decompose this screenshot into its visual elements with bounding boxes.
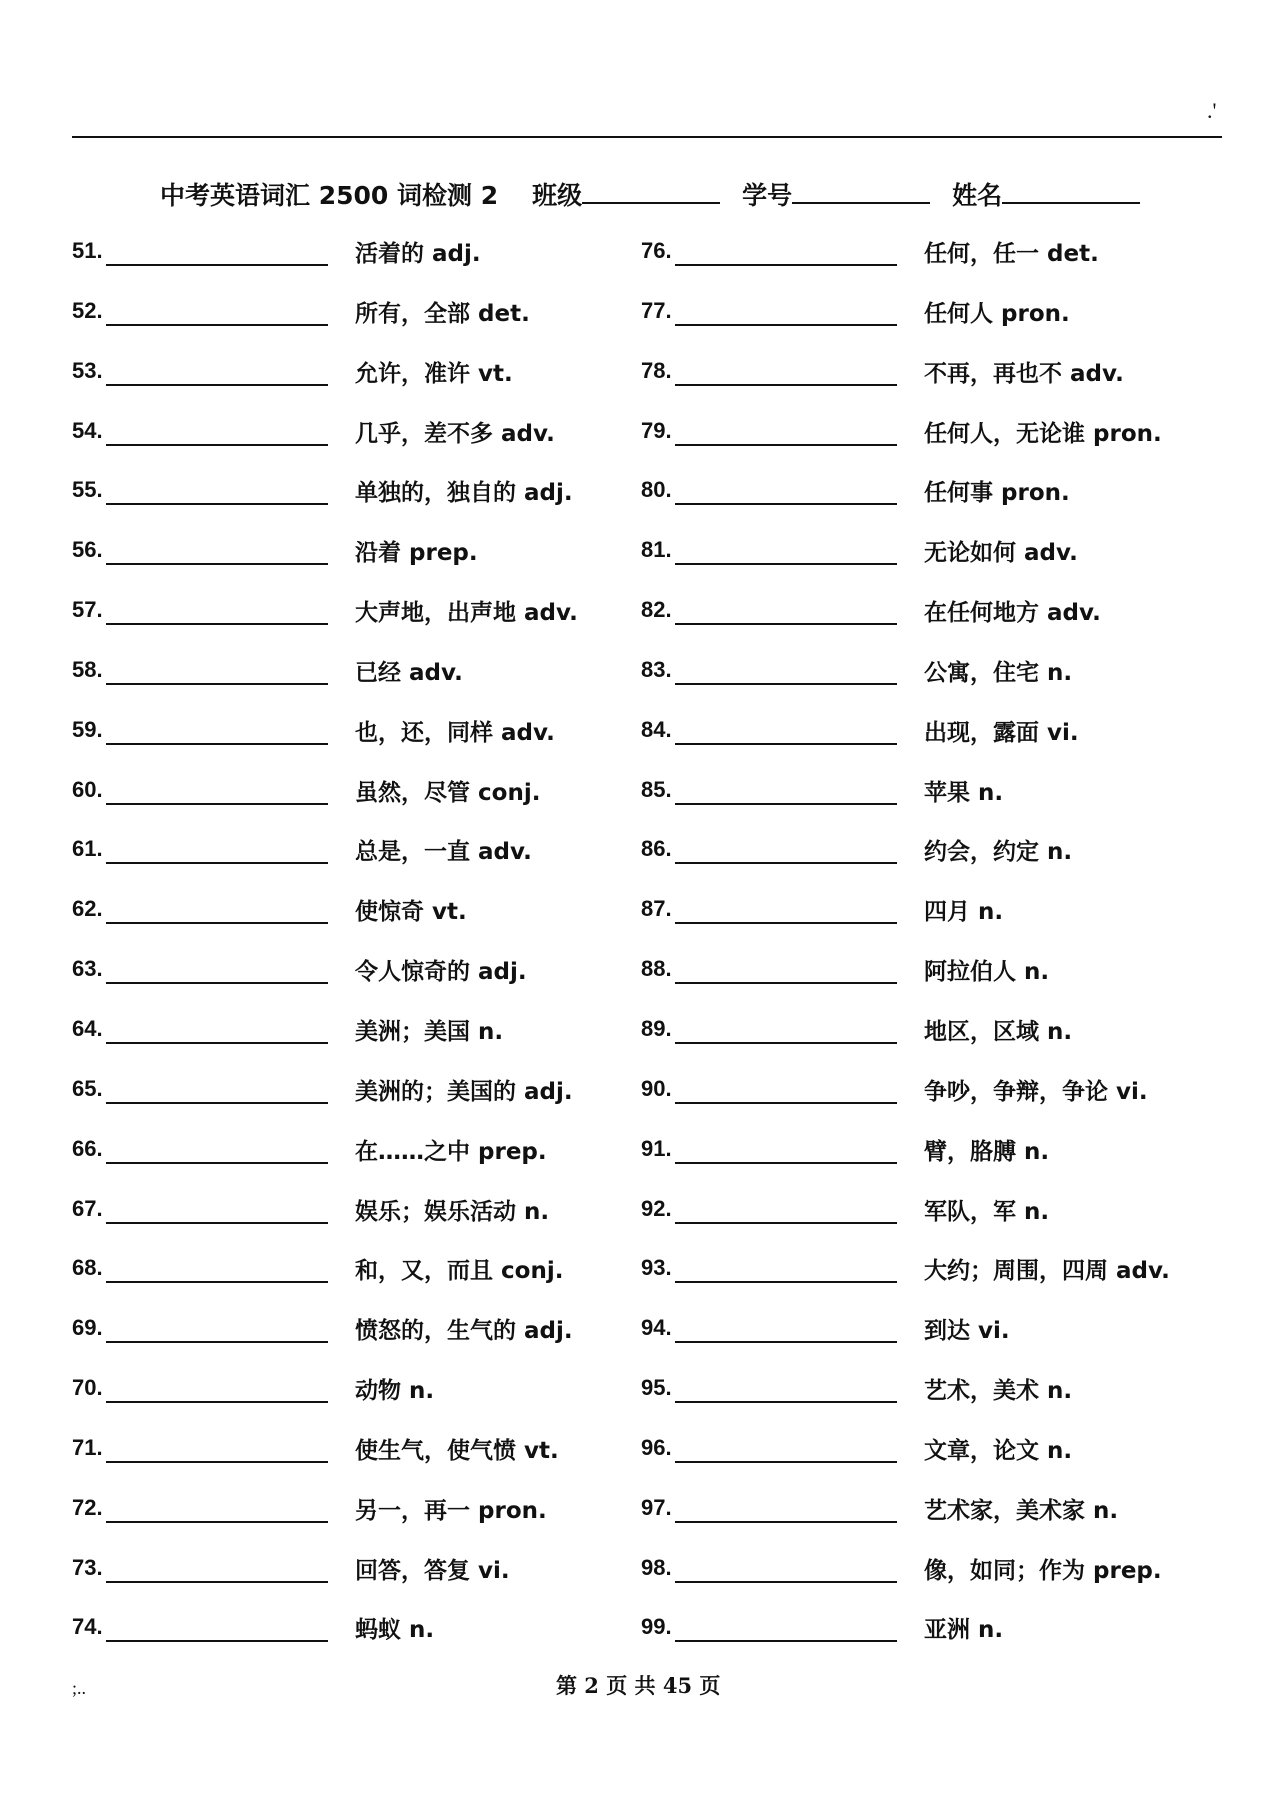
- vocab-item: [72, 1251, 632, 1311]
- item-meaning: 美洲的；美国的 adj.: [355, 1078, 573, 1105]
- answer-blank[interactable]: [675, 713, 897, 745]
- left-column: [72, 234, 632, 1670]
- item-meaning: 总是，一直 adv.: [355, 839, 532, 866]
- answer-blank[interactable]: [106, 234, 328, 266]
- item-number: 81.: [641, 537, 672, 563]
- item-number: 59.: [72, 716, 103, 742]
- answer-blank[interactable]: [106, 1551, 328, 1583]
- item-meaning: 文章，论文 n.: [924, 1437, 1073, 1464]
- vocab-item: [641, 1251, 1201, 1311]
- item-meaning: 在……之中 prep.: [355, 1138, 547, 1165]
- item-number: 63.: [72, 956, 103, 982]
- item-number: 79.: [641, 417, 672, 443]
- answer-blank[interactable]: [106, 1610, 328, 1642]
- answer-blank[interactable]: [106, 473, 328, 505]
- vocab-item: [641, 713, 1201, 773]
- vocab-item: [72, 533, 632, 593]
- item-number: 55.: [72, 477, 103, 503]
- answer-blank[interactable]: [675, 1610, 897, 1642]
- item-number: 93.: [641, 1255, 672, 1281]
- answer-blank[interactable]: [675, 593, 897, 625]
- answer-blank[interactable]: [675, 473, 897, 505]
- vocab-item: [72, 1431, 632, 1491]
- item-number: 68.: [72, 1255, 103, 1281]
- item-meaning: 已经 adv.: [355, 659, 463, 686]
- answer-blank[interactable]: [675, 1192, 897, 1224]
- item-meaning: 不再，再也不 adv.: [924, 360, 1124, 387]
- answer-blank[interactable]: [106, 1072, 328, 1104]
- item-number: 60.: [72, 776, 103, 802]
- answer-blank[interactable]: [675, 533, 897, 565]
- item-meaning: 也，还，同样 adv.: [355, 719, 555, 746]
- item-number: 80.: [641, 477, 672, 503]
- vocab-item: [641, 593, 1201, 653]
- item-number: 87.: [641, 896, 672, 922]
- answer-blank[interactable]: [675, 1251, 897, 1283]
- item-number: 69.: [72, 1315, 103, 1341]
- answer-blank[interactable]: [675, 1371, 897, 1403]
- answer-blank[interactable]: [675, 892, 897, 924]
- item-number: 61.: [72, 836, 103, 862]
- worksheet-header: [160, 176, 1162, 212]
- vocab-item: [72, 1491, 632, 1551]
- vocab-item: [72, 1551, 632, 1611]
- item-meaning: 约会，约定 n.: [924, 839, 1073, 866]
- item-number: 97.: [641, 1494, 672, 1520]
- item-meaning: 艺术家，美术家 n.: [924, 1497, 1119, 1524]
- item-number: 70.: [72, 1375, 103, 1401]
- vocab-item: [72, 593, 632, 653]
- vocab-item: [641, 294, 1201, 354]
- item-number: 54.: [72, 417, 103, 443]
- vocab-item: [641, 1012, 1201, 1072]
- item-meaning: 另一，再一 pron.: [355, 1497, 547, 1524]
- item-meaning: 阿拉伯人 n.: [924, 959, 1050, 986]
- item-meaning: 臂，胳膊 n.: [924, 1138, 1050, 1165]
- item-meaning: 军队，军 n.: [924, 1198, 1050, 1225]
- name-label: 姓名: [952, 181, 1003, 210]
- item-meaning: 地区，区域 n.: [924, 1018, 1073, 1045]
- item-meaning: 任何人 pron.: [924, 300, 1070, 327]
- vocab-item: [641, 1132, 1201, 1192]
- vocab-item: [641, 533, 1201, 593]
- answer-blank[interactable]: [106, 294, 328, 326]
- item-meaning: 蚂蚁 n.: [355, 1617, 435, 1644]
- vocab-item: [72, 653, 632, 713]
- vocab-item: [72, 294, 632, 354]
- item-meaning: 使惊奇 vt.: [355, 899, 467, 926]
- item-meaning: 到达 vi.: [924, 1318, 1010, 1345]
- vocab-item: [641, 892, 1201, 952]
- answer-blank[interactable]: [106, 1132, 328, 1164]
- item-number: 67.: [72, 1195, 103, 1221]
- student-no-field[interactable]: [792, 180, 930, 204]
- item-meaning: 回答，答复 vi.: [355, 1557, 510, 1584]
- vocab-item: [641, 414, 1201, 474]
- worksheet-title: 中考英语词汇 2500 词检测 2: [160, 181, 499, 210]
- corner-mark: .': [1207, 98, 1217, 123]
- vocab-item: [72, 832, 632, 892]
- item-meaning: 公寓，住宅 n.: [924, 659, 1073, 686]
- item-number: 96.: [641, 1434, 672, 1460]
- item-meaning: 娱乐；娱乐活动 n.: [355, 1198, 550, 1225]
- answer-blank[interactable]: [106, 773, 328, 805]
- vocab-item: [72, 892, 632, 952]
- footer-mark: ;..: [72, 1678, 87, 1698]
- item-meaning: 令人惊奇的 adj.: [355, 959, 527, 986]
- vocab-item: [72, 1192, 632, 1252]
- item-meaning: 出现，露面 vi.: [924, 719, 1079, 746]
- answer-blank[interactable]: [106, 1491, 328, 1523]
- vocab-item: [641, 1551, 1201, 1611]
- answer-blank[interactable]: [106, 1311, 328, 1343]
- vocab-item: [641, 1431, 1201, 1491]
- item-meaning: 争吵，争辩，争论 vi.: [924, 1078, 1148, 1105]
- item-meaning: 无论如何 adv.: [924, 540, 1078, 567]
- item-number: 74.: [72, 1614, 103, 1640]
- item-number: 62.: [72, 896, 103, 922]
- item-number: 94.: [641, 1315, 672, 1341]
- item-number: 86.: [641, 836, 672, 862]
- vocab-item: [641, 354, 1201, 414]
- answer-blank[interactable]: [675, 832, 897, 864]
- vocab-item: [641, 773, 1201, 833]
- answer-blank[interactable]: [675, 294, 897, 326]
- class-label: 班级: [532, 181, 583, 210]
- item-number: 56.: [72, 537, 103, 563]
- vocab-item: [641, 234, 1201, 294]
- vocab-item: [641, 1072, 1201, 1132]
- answer-blank[interactable]: [675, 1311, 897, 1343]
- item-number: 65.: [72, 1075, 103, 1101]
- item-number: 89.: [641, 1015, 672, 1041]
- item-number: 82.: [641, 597, 672, 623]
- answer-blank[interactable]: [675, 1132, 897, 1164]
- item-meaning: 单独的，独自的 adj.: [355, 480, 573, 507]
- page-number: 第 2 页 共 45 页: [556, 1673, 721, 1698]
- item-number: 84.: [641, 716, 672, 742]
- item-meaning: 艺术，美术 n.: [924, 1378, 1073, 1405]
- header-rule: [72, 136, 1222, 138]
- vocab-item: [641, 832, 1201, 892]
- vocab-item: [72, 1132, 632, 1192]
- vocab-item: [72, 414, 632, 474]
- item-meaning: 任何事 pron.: [924, 480, 1070, 507]
- answer-blank[interactable]: [106, 653, 328, 685]
- answer-blank[interactable]: [106, 414, 328, 446]
- answer-blank[interactable]: [675, 1012, 897, 1044]
- item-meaning: 允许，准许 vt.: [355, 360, 513, 387]
- vocab-item: [72, 1610, 632, 1670]
- vocab-item: [72, 952, 632, 1012]
- item-meaning: 使生气，使气愤 vt.: [355, 1437, 559, 1464]
- item-number: 52.: [72, 297, 103, 323]
- vocab-item: [641, 473, 1201, 533]
- item-number: 88.: [641, 956, 672, 982]
- item-meaning: 动物 n.: [355, 1378, 435, 1405]
- item-number: 99.: [641, 1614, 672, 1640]
- item-number: 57.: [72, 597, 103, 623]
- vocab-item: [72, 1012, 632, 1072]
- item-number: 92.: [641, 1195, 672, 1221]
- answer-blank[interactable]: [106, 1192, 328, 1224]
- vocab-item: [72, 234, 632, 294]
- item-meaning: 和，又，而且 conj.: [355, 1258, 564, 1285]
- item-number: 77.: [641, 297, 672, 323]
- answer-blank[interactable]: [106, 593, 328, 625]
- item-meaning: 大约；周围，四周 adv.: [924, 1258, 1170, 1285]
- item-meaning: 沿着 prep.: [355, 540, 478, 567]
- answer-blank[interactable]: [106, 354, 328, 386]
- answer-blank[interactable]: [106, 952, 328, 984]
- item-meaning: 愤怒的，生气的 adj.: [355, 1318, 573, 1345]
- class-field[interactable]: [582, 180, 720, 204]
- vocab-item: [641, 1491, 1201, 1551]
- item-meaning: 几乎，差不多 adv.: [355, 420, 555, 447]
- item-number: 85.: [641, 776, 672, 802]
- answer-blank[interactable]: [106, 1012, 328, 1044]
- answer-blank[interactable]: [106, 892, 328, 924]
- answer-blank[interactable]: [675, 1431, 897, 1463]
- answer-blank[interactable]: [106, 1371, 328, 1403]
- answer-blank[interactable]: [106, 533, 328, 565]
- item-meaning: 所有，全部 det.: [355, 300, 530, 327]
- item-number: 58.: [72, 656, 103, 682]
- item-number: 64.: [72, 1015, 103, 1041]
- vocab-item: [641, 1311, 1201, 1371]
- item-number: 83.: [641, 656, 672, 682]
- answer-blank[interactable]: [675, 653, 897, 685]
- answer-blank[interactable]: [675, 1491, 897, 1523]
- item-number: 51.: [72, 238, 103, 263]
- answer-blank[interactable]: [106, 1431, 328, 1463]
- answer-blank[interactable]: [106, 832, 328, 864]
- vocab-item: [72, 713, 632, 773]
- vocab-item: [641, 653, 1201, 713]
- item-number: 95.: [641, 1375, 672, 1401]
- student-no-label: 学号: [742, 181, 793, 210]
- answer-blank[interactable]: [675, 414, 897, 446]
- item-meaning: 像，如同；作为 prep.: [924, 1557, 1162, 1584]
- vocab-item: [641, 952, 1201, 1012]
- answer-blank[interactable]: [106, 1251, 328, 1283]
- answer-blank[interactable]: [106, 713, 328, 745]
- vocab-item: [72, 473, 632, 533]
- item-number: 98.: [641, 1554, 672, 1580]
- item-meaning: 苹果 n.: [924, 779, 1004, 806]
- name-field[interactable]: [1002, 180, 1140, 204]
- right-column: [641, 234, 1201, 1670]
- answer-blank[interactable]: [675, 1551, 897, 1583]
- item-meaning: 美洲；美国 n.: [355, 1018, 504, 1045]
- item-number: 91.: [641, 1135, 672, 1161]
- item-number: 90.: [641, 1075, 672, 1101]
- answer-blank[interactable]: [675, 773, 897, 805]
- item-number: 76.: [641, 238, 672, 263]
- item-meaning: 虽然，尽管 conj.: [355, 779, 541, 806]
- answer-blank[interactable]: [675, 1072, 897, 1104]
- vocab-item: [72, 354, 632, 414]
- vocab-item: [72, 773, 632, 833]
- item-meaning: 活着的 adj.: [355, 241, 481, 267]
- item-number: 78.: [641, 357, 672, 383]
- vocab-item: [641, 1610, 1201, 1670]
- answer-blank[interactable]: [675, 234, 897, 266]
- item-meaning: 四月 n.: [924, 899, 1004, 926]
- answer-blank[interactable]: [675, 354, 897, 386]
- vocab-item: [72, 1311, 632, 1371]
- item-meaning: 任何人，无论谁 pron.: [924, 420, 1162, 447]
- item-number: 53.: [72, 357, 103, 383]
- vocab-item: [72, 1072, 632, 1132]
- item-number: 73.: [72, 1554, 103, 1580]
- vocab-item: [641, 1192, 1201, 1252]
- vocab-item: [72, 1371, 632, 1431]
- answer-blank[interactable]: [675, 952, 897, 984]
- item-meaning: 大声地，出声地 adv.: [355, 600, 578, 627]
- item-meaning: 任何，任一 det.: [924, 241, 1099, 267]
- item-meaning: 在任何地方 adv.: [924, 600, 1101, 627]
- item-number: 72.: [72, 1494, 103, 1520]
- vocab-item: [641, 1371, 1201, 1431]
- item-number: 66.: [72, 1135, 103, 1161]
- item-meaning: 亚洲 n.: [924, 1617, 1004, 1644]
- item-number: 71.: [72, 1434, 103, 1460]
